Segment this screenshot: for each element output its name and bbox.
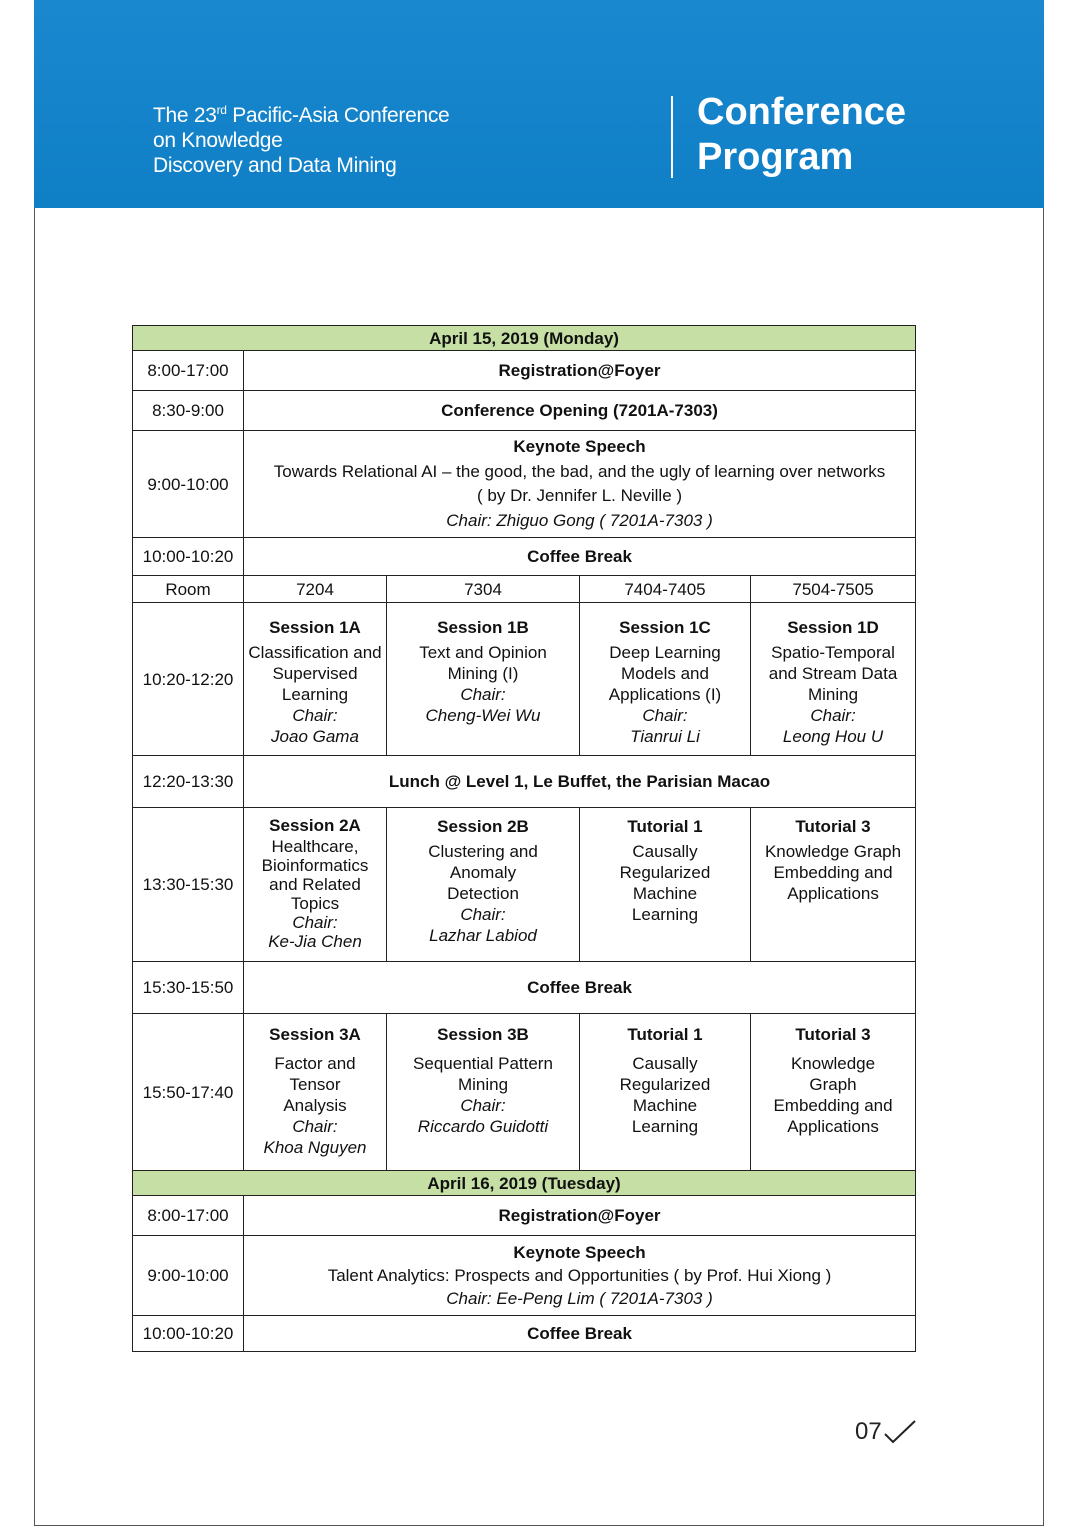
schedule-row — [133, 538, 916, 576]
chair-label: Chair: — [460, 685, 506, 704]
schedule-row — [133, 351, 916, 391]
conference-name — [153, 98, 449, 178]
day2-date-row — [133, 1171, 916, 1196]
session-title: Session 2B — [437, 817, 529, 836]
time-cell: 10:20-12:20 — [133, 603, 244, 756]
session-topic: Classification and Supervised Learning — [248, 643, 382, 704]
room-label: Room — [133, 576, 244, 603]
keynote-chair: Chair: Zhiguo Gong ( 7201A-7303 ) — [446, 510, 713, 530]
session-row — [133, 603, 916, 756]
tutorial-topic: Knowledge Graph Embedding and Applications — [773, 1054, 893, 1136]
keynote-speaker: ( by Dr. Jennifer L. Neville ) — [477, 486, 683, 505]
tutorial-title: Tutorial 1 — [627, 1025, 703, 1044]
chair-label: Chair: — [292, 913, 338, 932]
room-cell: 7304 — [387, 576, 580, 603]
time-cell: 12:20-13:30 — [133, 756, 244, 808]
time-cell: 13:30-15:30 — [133, 808, 244, 962]
session-title: Session 1A — [269, 618, 361, 637]
opening-cell: Conference Opening (7201A-7303) — [244, 391, 916, 431]
keynote-talk: Towards Relational AI – the good, the bad, and the ugly of learning over networks — [273, 461, 886, 481]
keynote-title: Keynote Speech — [513, 1243, 646, 1262]
checkmark-icon — [882, 1418, 918, 1446]
time-cell: 9:00-10:00 — [133, 431, 244, 538]
tutorial-topic: Causally Regularized Machine Learning — [619, 1054, 711, 1136]
session-topic: Deep Learning Models and Applications (I) — [608, 643, 722, 704]
keynote-cell — [244, 1236, 916, 1316]
session-chair: Ke-Jia Chen — [268, 932, 362, 951]
schedule-row — [133, 391, 916, 431]
chair-label: Chair: — [810, 706, 856, 725]
registration-cell: Registration@Foyer — [244, 351, 916, 391]
lunch-cell: Lunch @ Level 1, Le Buffet, the Parisian Macao — [244, 756, 916, 808]
conference-name-line1: The 23 — [153, 104, 217, 127]
day1-date: April 15, 2019 (Monday) — [133, 326, 916, 351]
session-chair: Khoa Nguyen — [263, 1138, 367, 1157]
time-cell: 10:00-10:20 — [133, 1316, 244, 1352]
session-chair: Cheng-Wei Wu — [425, 706, 541, 725]
session-cell — [244, 1014, 387, 1171]
session-topic: Factor and Tensor Analysis — [274, 1054, 356, 1115]
program-title — [697, 90, 906, 180]
session-cell — [580, 603, 751, 756]
session-row — [133, 1014, 916, 1171]
room-cell: 7504-7505 — [751, 576, 916, 603]
session-topic: Spatio-Temporal and Stream Data Mining — [768, 643, 898, 704]
schedule-row — [133, 756, 916, 808]
session-title: Session 1C — [619, 618, 711, 637]
header-divider — [671, 96, 673, 178]
session-cell — [387, 1014, 580, 1171]
session-title: Session 2A — [269, 816, 361, 835]
page-number: 07 — [855, 1418, 882, 1445]
conference-name-line3: Discovery and Data Mining — [153, 154, 397, 177]
conference-name-line1-rest: Pacific-Asia Conference — [226, 104, 450, 127]
schedule-row — [133, 431, 916, 538]
session-title: Session 3B — [437, 1025, 529, 1044]
session-chair: Lazhar Labiod — [429, 926, 537, 945]
keynote-chair: Chair: Ee-Peng Lim ( 7201A-7303 ) — [446, 1289, 713, 1308]
session-cell — [244, 603, 387, 756]
time-cell: 8:00-17:00 — [133, 351, 244, 391]
time-cell: 10:00-10:20 — [133, 538, 244, 576]
schedule-row — [133, 1196, 916, 1236]
session-topic: Healthcare, Bioinformatics and Related Topics — [261, 837, 369, 913]
tutorial-topic: Knowledge Graph Embedding and Applications — [764, 842, 902, 903]
coffee-break-cell: Coffee Break — [244, 1316, 916, 1352]
session-title: Session 1B — [437, 618, 529, 637]
session-cell — [751, 603, 916, 756]
time-cell: 15:50-17:40 — [133, 1014, 244, 1171]
session-cell — [580, 1014, 751, 1171]
session-cell — [244, 808, 387, 962]
session-cell — [387, 603, 580, 756]
session-topic: Text and Opinion Mining (I) — [419, 643, 547, 683]
chair-label: Chair: — [292, 1117, 338, 1136]
keynote-talk: Talent Analytics: Prospects and Opportunities ( by Prof. Hui Xiong ) — [327, 1266, 832, 1285]
session-topic: Clustering and Anomaly Detection — [428, 842, 538, 903]
room-cell: 7204 — [244, 576, 387, 603]
schedule-row — [133, 1236, 916, 1316]
coffee-break-cell: Coffee Break — [244, 538, 916, 576]
program-title-line1: Conference — [697, 91, 907, 133]
session-chair: Tianrui Li — [630, 727, 700, 746]
time-cell: 9:00-10:00 — [133, 1236, 244, 1316]
session-row — [133, 808, 916, 962]
session-chair: Riccardo Guidotti — [417, 1117, 549, 1136]
chair-label: Chair: — [460, 905, 506, 924]
registration-cell: Registration@Foyer — [244, 1196, 916, 1236]
keynote-cell — [244, 431, 916, 538]
room-row — [133, 576, 916, 603]
chair-label: Chair: — [460, 1096, 506, 1115]
day2-date: April 16, 2019 (Tuesday) — [133, 1171, 916, 1196]
time-cell: 8:30-9:00 — [133, 391, 244, 431]
schedule-row — [133, 962, 916, 1014]
session-chair: Joao Gama — [271, 727, 359, 746]
session-cell — [580, 808, 751, 962]
session-chair: Leong Hou U — [782, 727, 884, 746]
tutorial-title: Tutorial 1 — [627, 817, 703, 836]
tutorial-title: Tutorial 3 — [795, 1025, 871, 1044]
day1-date-row — [133, 326, 916, 351]
schedule-table — [132, 325, 916, 1352]
time-cell: 8:00-17:00 — [133, 1196, 244, 1236]
session-title: Session 1D — [787, 618, 879, 637]
tutorial-title: Tutorial 3 — [795, 817, 871, 836]
session-title: Session 3A — [269, 1025, 361, 1044]
time-cell: 15:30-15:50 — [133, 962, 244, 1014]
conference-name-line2: on Knowledge — [153, 129, 283, 152]
session-cell — [751, 808, 916, 962]
coffee-break-cell: Coffee Break — [244, 962, 916, 1014]
chair-label: Chair: — [642, 706, 688, 725]
chair-label: Chair: — [292, 706, 338, 725]
keynote-title: Keynote Speech — [513, 437, 646, 456]
tutorial-topic: Causally Regularized Machine Learning — [619, 842, 711, 924]
ordinal-suffix: rd — [216, 103, 227, 117]
schedule-row — [133, 1316, 916, 1352]
program-title-line2: Program — [697, 136, 854, 178]
room-cell: 7404-7405 — [580, 576, 751, 603]
session-topic: Sequential Pattern Mining — [413, 1054, 553, 1094]
session-cell — [387, 808, 580, 962]
session-cell — [751, 1014, 916, 1171]
